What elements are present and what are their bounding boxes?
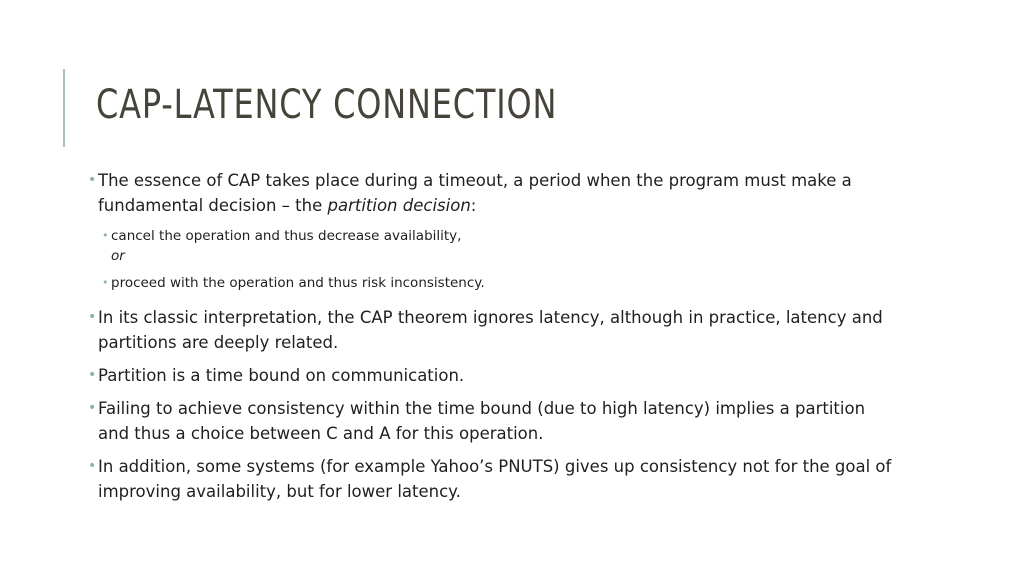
slide-title: CAP-LATENCY CONNECTION [96, 82, 558, 128]
bullet-text: The essence of CAP takes place during a timeout, a period when the program must make a fundamental decision – the [98, 171, 852, 215]
sub-bullet-text: cancel the operation and thus decrease availability, [111, 228, 462, 244]
bullet-dot-icon: • [88, 309, 97, 325]
bullet-item [88, 305, 898, 355]
bullet-text: Failing to achieve consistency within the time bound (due to high latency) implies a partition and thus a choice between C and A for this operation. [98, 399, 866, 443]
bullet-item [88, 168, 898, 218]
bullet-item [88, 454, 898, 504]
bullet-item [88, 363, 898, 388]
bullet-text: Partition is a time bound on communication. [98, 366, 465, 385]
sub-bullet-text: proceed with the operation and thus risk inconsistency. [111, 275, 485, 291]
sub-bullet-item [102, 226, 898, 266]
bullet-italic-text: partition decision [327, 196, 471, 215]
title-accent-line [63, 69, 65, 147]
sub-bullet-or: or [111, 248, 125, 264]
bullet-item [88, 396, 898, 446]
bullet-text: In addition, some systems (for example Yahoo’s PNUTS) gives up consistency not for the goal of improving availability, but for lower latency. [98, 457, 892, 501]
bullet-dot-icon: • [88, 367, 97, 383]
bullet-dot-icon: • [88, 172, 97, 188]
sub-bullet-dot-icon: • [102, 229, 109, 242]
bullet-dot-icon: • [88, 458, 97, 474]
bullet-text-suffix: : [470, 196, 477, 215]
sub-bullet-dot-icon: • [102, 276, 109, 289]
sub-bullet-list [88, 226, 898, 293]
slide-body [88, 168, 898, 512]
bullet-text: In its classic interpretation, the CAP theorem ignores latency, although in practice, latency and partitions are deeply related. [98, 308, 883, 352]
bullet-dot-icon: • [88, 400, 97, 416]
sub-bullet-item [102, 273, 898, 293]
